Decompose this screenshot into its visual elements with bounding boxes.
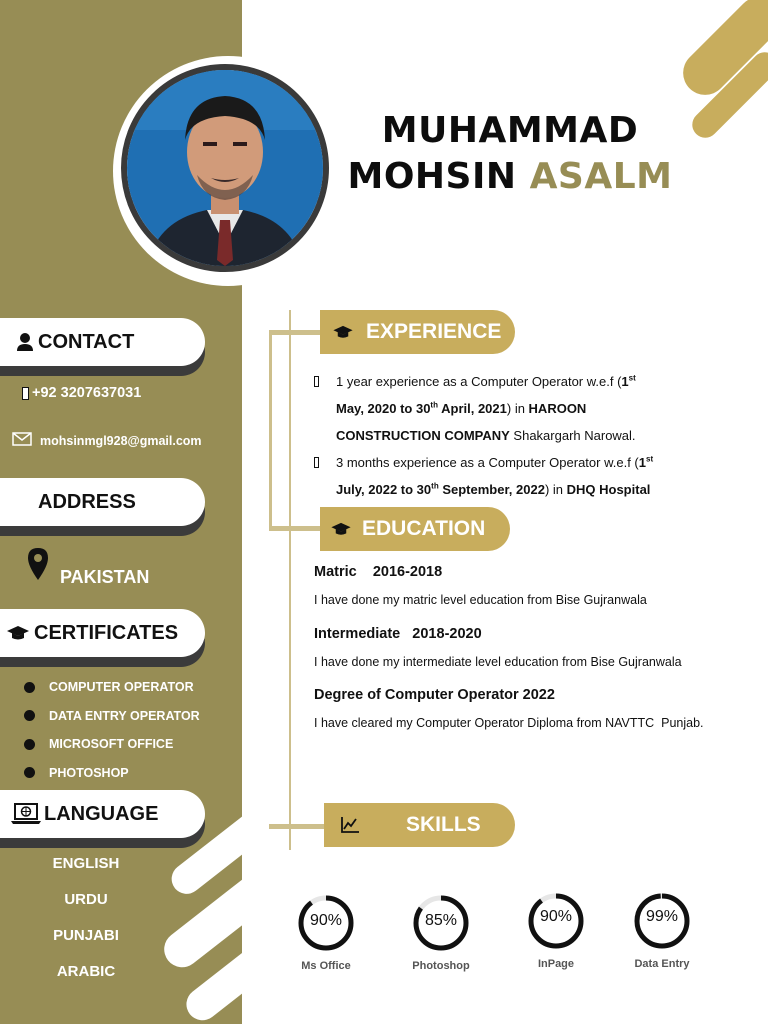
- skill-item: [622, 892, 702, 970]
- name-rest: [340, 154, 680, 200]
- list-item: PUNJABI: [53, 927, 119, 944]
- education-description: I have cleared my Computer Operator Diploma from NAVTTC Punjab.: [314, 716, 704, 730]
- experience-header: [320, 310, 515, 354]
- list-item: URDU: [64, 891, 108, 908]
- list-item: [24, 702, 200, 731]
- list-item: [24, 759, 200, 788]
- bullet-icon: [314, 449, 336, 503]
- experience-text: 3 months experience as a Computer Operator w.e.f (1st July, 2022 to 30th September, 2022) in DHQ Hospital: [336, 454, 654, 497]
- skill-item: [286, 894, 366, 972]
- user-icon: [16, 332, 34, 352]
- skill-percent: 85%: [424, 912, 458, 929]
- phone-icon: [22, 387, 29, 400]
- name-first: MUHAMMAD: [381, 110, 639, 151]
- graduation-cap-icon: [6, 625, 30, 641]
- graduation-cap-icon: [332, 325, 354, 339]
- name-middle: MOHSIN: [347, 156, 517, 197]
- list-item: [314, 449, 714, 503]
- email-address[interactable]: mohsinmgl928@gmail.com: [40, 433, 202, 448]
- certificate-label: MICROSOFT OFFICE: [49, 737, 174, 752]
- timeline-connector: [269, 824, 325, 829]
- address-title: ADDRESS: [38, 490, 136, 513]
- profile-photo: [121, 64, 329, 272]
- list-item: [314, 368, 714, 449]
- education-degree: Degree of Computer Operator 2022: [314, 687, 555, 703]
- mail-icon: [12, 432, 32, 449]
- language-list: [30, 850, 142, 994]
- name-last: ASALM: [529, 156, 673, 197]
- skill-label: Photoshop: [412, 960, 470, 972]
- email-row: [12, 432, 202, 449]
- education-entry: [314, 626, 734, 669]
- education-header: [320, 507, 510, 551]
- timeline-line: [289, 310, 291, 850]
- bullet-dot: [24, 767, 35, 778]
- skill-label: InPage: [537, 958, 575, 970]
- contact-title: CONTACT: [38, 330, 135, 353]
- education-title: EDUCATION: [362, 517, 486, 540]
- address-header: [0, 478, 205, 526]
- chart-icon: [340, 816, 360, 834]
- skill-item: [516, 892, 596, 970]
- timeline-line: [269, 330, 272, 530]
- education-entry: [314, 564, 734, 607]
- bullet-dot: [24, 682, 35, 693]
- timeline-connector: [269, 330, 321, 335]
- list-item: ENGLISH: [52, 855, 120, 872]
- contact-header: [0, 318, 205, 366]
- skills-title: SKILLS: [406, 813, 481, 836]
- education-description: I have done my intermediate level education from Bise Gujranwala: [314, 655, 682, 669]
- list-item: ARABIC: [56, 963, 116, 980]
- graduation-cap-icon: [330, 522, 352, 536]
- certificate-label: PHOTOSHOP: [49, 765, 129, 780]
- skill-percent: 99%: [645, 908, 679, 925]
- certificate-label: COMPUTER OPERATOR: [49, 680, 194, 695]
- list-item: [24, 730, 200, 759]
- address-country: PAKISTAN: [60, 567, 150, 587]
- skill-item: [401, 894, 481, 972]
- certificates-list: [24, 673, 200, 787]
- bullet-dot: [24, 739, 35, 750]
- experience-list: [314, 368, 714, 503]
- education-entry: [314, 687, 734, 730]
- experience-text: 1 year experience as a Computer Operator w.e.f (1st May, 2020 to 30th April, 2021) in HAROON CONSTRUCTION COMPANY Shakargarh Narowal.: [336, 373, 636, 443]
- skill-percent: 90%: [539, 908, 573, 925]
- certificates-title: CERTIFICATES: [34, 621, 179, 644]
- timeline-connector: [269, 526, 321, 531]
- education-degree: Matric 2016-2018: [314, 564, 443, 580]
- laptop-globe-icon: [10, 803, 42, 825]
- candidate-name: [340, 108, 680, 200]
- experience-title: EXPERIENCE: [366, 320, 502, 343]
- list-item: [24, 673, 200, 702]
- education-degree: Intermediate 2018-2020: [314, 626, 482, 642]
- skill-label: Data Entry: [634, 958, 690, 970]
- skill-label: Ms Office: [301, 960, 351, 972]
- language-header: [0, 790, 205, 838]
- skills-header: [324, 803, 515, 847]
- language-title: LANGUAGE: [44, 802, 159, 825]
- map-pin-icon: [28, 548, 48, 585]
- certificates-header: [0, 609, 205, 657]
- certificate-label: DATA ENTRY OPERATOR: [49, 708, 200, 723]
- bullet-dot: [24, 710, 35, 721]
- skill-percent: 90%: [309, 912, 343, 929]
- education-description: I have done my matric level education from Bise Gujranwala: [314, 593, 647, 607]
- phone-number[interactable]: +92 3207637031: [32, 385, 142, 401]
- phone-row: [22, 385, 141, 401]
- bullet-icon: [314, 368, 336, 449]
